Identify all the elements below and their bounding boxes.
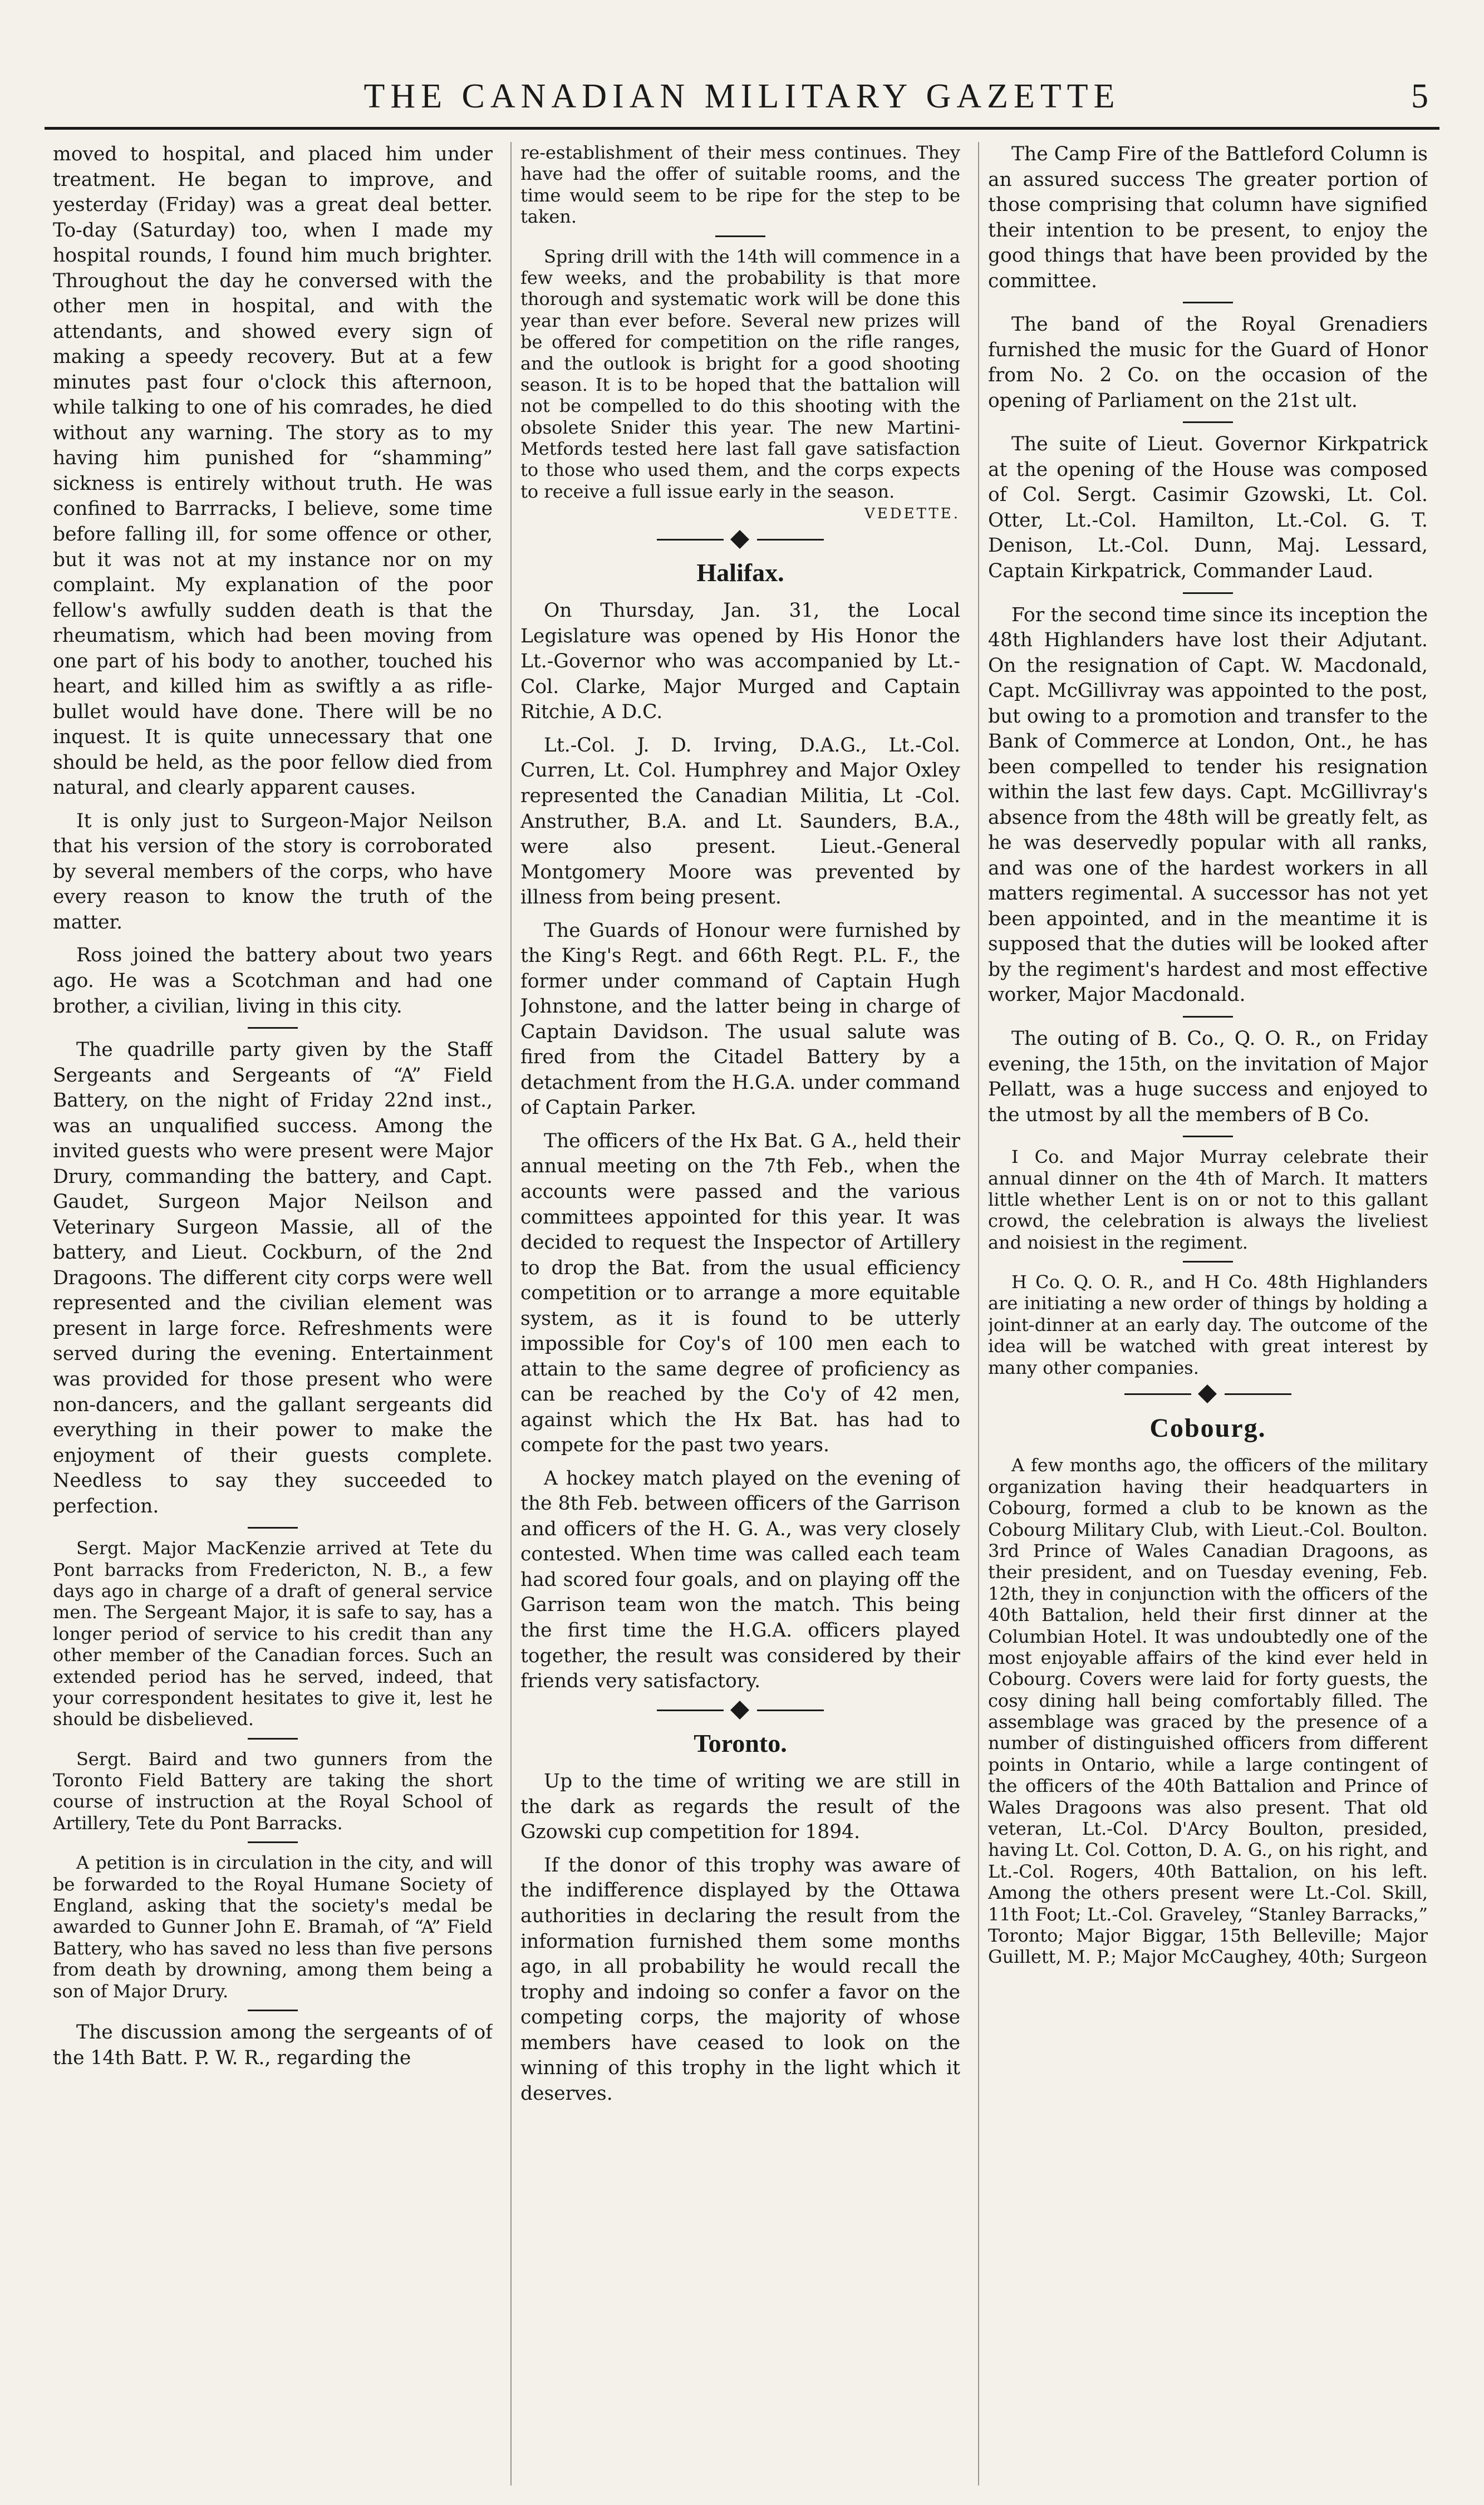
section-dash bbox=[1183, 421, 1233, 423]
section-dash bbox=[1183, 592, 1233, 594]
article-paragraph: Sergt. Baird and two gunners from the Toronto Field Battery are taking the short course of instruction at the Royal School of Artillery, Tete du Pont Barracks. bbox=[53, 1748, 493, 1834]
section-heading-halifax: Halifax. bbox=[696, 558, 784, 587]
section-dash bbox=[715, 235, 765, 237]
article-paragraph: If the donor of this trophy was aware of the indifference displayed by the Ottawa authorities in declaring the result from the information furnished them some months ago, in all probability he would recall the trophy and indoing so confer a favor on the competing corps, the majority of whose members have ceased to look on the winning of this trophy in the light which it deserves. bbox=[520, 1854, 960, 2105]
correspondent-signature: VEDETTE. bbox=[864, 505, 960, 523]
article-paragraph: The quadrille party given by the Staff Sergeants and Sergeants of “A” Field Battery, on the night of Friday 22nd inst., was an unqualified success. Among the invited guests who were present were Major Drury, commanding the battery, and Capt. Gaudet, Surgeon Major Neilson and Veterinary Surgeon Massie, all of the battery, and Lieut. Cockburn, of the 2nd Dragoons. The different city corps were well represented and the civilian element was present in large force. Refreshments were served during the evening. Entertainment was provided for those present who were non-dancers, and the gallant sergeants did everything in their power to make the enjoyment of their guests complete. Needless to say they succeeded to perfection. bbox=[53, 1039, 493, 1517]
column-3 bbox=[988, 142, 1428, 2486]
section-dash bbox=[248, 1027, 298, 1029]
page-header bbox=[45, 66, 1439, 130]
article-paragraph: The Camp Fire of the Battleford Column is an assured success The greater portion of those comprising that column have signified their intention to be present, to enjoy the good things that have been provided by the committee. bbox=[988, 143, 1428, 292]
column-rule bbox=[510, 142, 512, 2486]
article-paragraph: re-establishment of their mess continues. They have had the offer of suitable rooms, and the time would seem to be ripe for the step to be taken. bbox=[520, 142, 960, 228]
article-paragraph: For the second time since its inception the 48th Highlanders have lost their Adjutant. On the resignation of Capt. W. Macdonald, Capt. McGillivray was appointed to the post, but owing to a promotion and transfer to the Bank of Commerce at London, Ont., he has been compelled to tender his resignation within the last few days. Capt. McGillivray's absence from the 48th will be greatly felt, as he was deservedly popular with all ranks, and was one of the hardest workers in all matters regimental. A successor has not yet been appointed, and in the meantime it is supposed that the duties will be looked after by the regiment's hardest and most effective worker, Major Macdonald. bbox=[988, 603, 1428, 1006]
section-dash bbox=[1183, 302, 1233, 303]
ornamental-divider bbox=[1124, 1386, 1291, 1403]
page-number: 5 bbox=[1411, 77, 1428, 115]
article-paragraph: moved to hospital, and placed him under treatment. He began to improve, and yesterday (Friday) was a great deal better. To-day (Saturday) too, when I made my hospital rounds, I found him much brighter. Throughout the day he conversed with the other men in hospital, and with the attendants, and showed every sign of making a speedy recovery. But at a few minutes past four o'clock this afternoon, while talking to one of his comrades, he died without any warning. The story as to my having him punished for “shamming” sickness is entirely without truth. He was confined to Barrracks, I believe, some time before falling ill, for some offence or other, but it was not at my instance nor on my complaint. My explanation of the poor fellow's awfully sudden death is that the rheumatism, which had been moving from one part of his body to another, touched his heart, and killed him as swiftly a as rifle-bullet would have done. There will be no inquest. It is quite unnecessary that one should be held, as the poor fellow died from natural, and clearly apparent causes. bbox=[53, 143, 493, 799]
section-dash bbox=[248, 2010, 298, 2011]
section-dash bbox=[248, 1841, 298, 1843]
section-heading-cobourg: Cobourg. bbox=[1149, 1413, 1266, 1443]
article-paragraph: Ross joined the battery about two years ago. He was a Scotchman and had one brother, a civilian, living in this city. bbox=[53, 944, 493, 1018]
article-paragraph: A petition is in circulation in the city, and will be forwarded to the Royal Humane Society of England, asking that the society's medal be awarded to Gunner John E. Bramah, of “A” Field Battery, who has saved no less than five persons from death by drowning, among them being a son of Major Drury. bbox=[53, 1852, 493, 2002]
ornamental-divider bbox=[657, 1702, 824, 1719]
article-paragraph: The Guards of Honour were furnished by the King's Regt. and 66th Regt. P.L. F., the former under command of Captain Hugh Johnstone, and the latter being in charge of Captain Davidson. The usual salute was fired from the Citadel Battery by a detachment from the H.G.A. under command of Captain Parker. bbox=[520, 919, 960, 1119]
article-paragraph: The discussion among the sergeants of of the 14th Batt. P. W. R., regarding the bbox=[53, 2021, 493, 2069]
column-2 bbox=[520, 142, 960, 2486]
article-paragraph: The officers of the Hx Bat. G A., held their annual meeting on the 7th Feb., when the accounts were passed and the various committees appointed for this year. It was decided to request the Inspector of Artillery to drop the Bat. from the usual efficiency competition or to arrange a more equitable system, as it is found to be utterly impossible for Coy's of 100 men each to attain to the same degree of proficiency as can be reached by the Co'y of 42 men, against which the Hx Bat. has had to compete for the past two years. bbox=[520, 1129, 960, 1457]
article-paragraph: Spring drill with the 14th will commence in a few weeks, and the probability is that more thorough and systematic work will be done this year than ever before. Several new prizes will be offered for competition on the rifle ranges, and the outlook is bright for a good shooting season. It is to be hoped that the battalion will not be compelled to do this shooting with the obsolete Snider this year. The new Martini-Metfords tested here last fall gave satisfaction to those who used them, and the corps expects to receive a full issue early in the season. bbox=[520, 245, 960, 502]
section-dash bbox=[248, 1738, 298, 1740]
article-paragraph: It is only just to Surgeon-Major Neilson that his version of the story is corroborated by several members of the corps, who have every reason to know the truth of the matter. bbox=[53, 809, 493, 934]
section-heading-toronto: Toronto. bbox=[694, 1728, 787, 1757]
article-paragraph: The band of the Royal Grenadiers furnished the music for the Guard of Honor from No. 2 Co. on the occasion of the opening of Parliament on the 21st ult. bbox=[988, 313, 1428, 412]
article-paragraph: The outing of B. Co., Q. O. R., on Friday evening, the 15th, on the invitation of Major Pellatt, was a huge success and enjoyed to the utmost by all the members of B Co. bbox=[988, 1028, 1428, 1126]
masthead-title: THE CANADIAN MILITARY GAZETTE bbox=[363, 77, 1121, 115]
article-paragraph: On Thursday, Jan. 31, the Local Legislature was opened by His Honor the Lt.-Governor who was accompanied by Lt.-Col. Clarke, Major Murged and Captain Ritchie, A D.C. bbox=[520, 600, 960, 724]
article-paragraph: The suite of Lieut. Governor Kirkpatrick at the opening of the House was composed of Col. Sergt. Casimir Gzowski, Lt. Col. Otter, Lt.-Col. Hamilton, Lt.-Col. G. T. Denison, Lt.-Col. Dunn, Maj. Lessard, Captain Kirkpatrick, Commander Laud. bbox=[988, 433, 1428, 582]
article-paragraph: I Co. and Major Murray celebrate their annual dinner on the 4th of March. It matters little whether Lent is on or not to this gallant crowd, the celebration is always the liveliest and noisiest in the regiment. bbox=[988, 1146, 1428, 1253]
article-paragraph: Lt.-Col. J. D. Irving, D.A.G., Lt.-Col. Curren, Lt. Col. Humphrey and Major Oxley represented the Canadian Militia, Lt -Col. Anstruther, B.A. and Lt. Saunders, B.A., were also present. Lieut.-General Montgomery Moore was prevented by illness from being present. bbox=[520, 734, 960, 909]
section-dash bbox=[1183, 1136, 1233, 1137]
section-dash bbox=[1183, 1016, 1233, 1018]
article-paragraph: A few months ago, the officers of the military organization having their headquarters in Cobourg, formed a club to be known as the Cobourg Military Club, with Lieut.-Col. Boulton. 3rd Prince of Wales Canadian Dragoons, as their president, and on Tuesday evening, Feb. 12th, they in conjunction with the officers of the 40th Battalion, held their first dinner at the Columbian Hotel. It was undoubtedly one of the most enjoyable affairs of the kind ever held in Cobourg. Covers were laid for forty guests, the cosy dining hall being comfortably filled. The assemblage was graced by the presence of a number of distinguished officers from different points in Ontario, while a large contingent of the officers of the 40th Battalion and Prince of Wales Dragoons was also present. That old veteran, Lt.-Col. D'Arcy Boulton, presided, having Lt. Col. Cotton, D. A. G., on his right, and Lt.-Col. Rogers, 40th Battalion, on his left. Among the others present were Lt.-Col. Skill, 11th Foot; Lt.-Col. Graveley, “Stanley Barracks,” Toronto; Major Biggar, 15th Belleville; Major Guillett, M. P.; Major McCaughey, 40th; Surgeon bbox=[988, 1455, 1428, 1968]
section-dash bbox=[1183, 1261, 1233, 1263]
section-dash bbox=[248, 1527, 298, 1529]
column-1 bbox=[53, 142, 493, 2486]
article-paragraph: H Co. Q. O. R., and H Co. 48th Highlanders are initiating a new order of things by holding a joint-dinner at an early day. The outcome of the idea will be watched with great interest by many other companies. bbox=[988, 1271, 1428, 1378]
article-paragraph: Sergt. Major MacKenzie arrived at Tete du Pont barracks from Fredericton, N. B., a few days ago in charge of a draft of general service men. The Sergeant Major, it is safe to say, has a longer period of service to his credit than any other member of the Canadian forces. Such an extended period has he served, indeed, that your correspondent hesitates to give it, lest he should be disbelieved. bbox=[53, 1538, 493, 1730]
column-rule bbox=[978, 142, 979, 2486]
article-paragraph: A hockey match played on the evening of the 8th Feb. between officers of the Garrison and officers of the H. G. A., was very closely contested. When time was called each team had scored four goals, and on playing off the Garrison team won the match. This being the first time the H.G.A. officers played together, the result was considered by their friends very satisfactory. bbox=[520, 1467, 960, 1693]
ornamental-divider bbox=[657, 532, 824, 548]
article-paragraph: Up to the time of writing we are still in the dark as regards the result of the Gzowski cup competition for 1894. bbox=[520, 1770, 960, 1844]
